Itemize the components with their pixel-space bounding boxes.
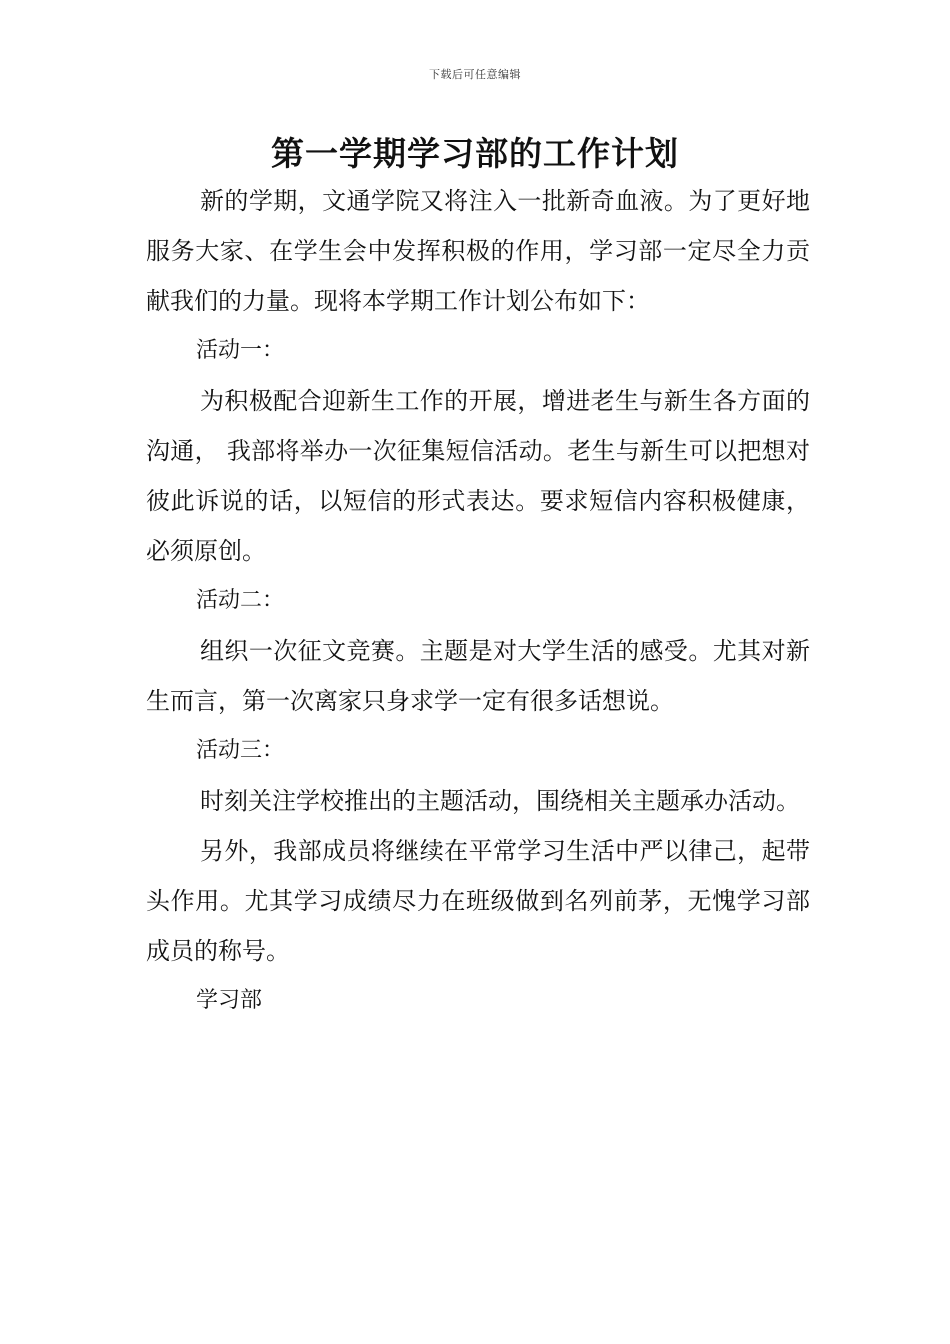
document-title: 第一学期学习部的工作计划: [271, 134, 679, 173]
activity-1-heading: 活动一：: [196, 338, 285, 363]
closing-paragraph: 另外，我部成员将继续在平常学习生活中严以律己，起带头作用。尤其学习成绩尽力在班级做到名列前茅，无愧学习部成员的称号。: [146, 837, 810, 965]
document-body: [146, 176, 810, 1026]
header-note: 下载后可任意编辑: [429, 68, 521, 81]
activity-1-paragraph: 为积极配合迎新生工作的开展，增进老生与新生各方面的沟通， 我部将举办一次征集短信活动。老生与新生可以把想对彼此诉说的话，以短信的形式表达。要求短信内容积极健康，必须原创。: [146, 387, 810, 565]
intro-paragraph: 新的学期，文通学院又将注入一批新奇血液。为了更好地服务大家、在学生会中发挥积极的作用，学习部一定尽全力贡献我们的力量。现将本学期工作计划公布如下：: [146, 187, 810, 315]
activity-2-paragraph: 组织一次征文竞赛。主题是对大学生活的感受。尤其对新生而言，第一次离家只身求学一定有很多话想说。: [146, 637, 810, 715]
activity-3-paragraph: 时刻关注学校推出的主题活动，围绕相关主题承办活动。: [200, 787, 800, 815]
activity-2-heading: 活动二：: [196, 588, 285, 613]
activity-3-heading: 活动三：: [196, 738, 285, 763]
signature: 学习部: [196, 988, 263, 1013]
